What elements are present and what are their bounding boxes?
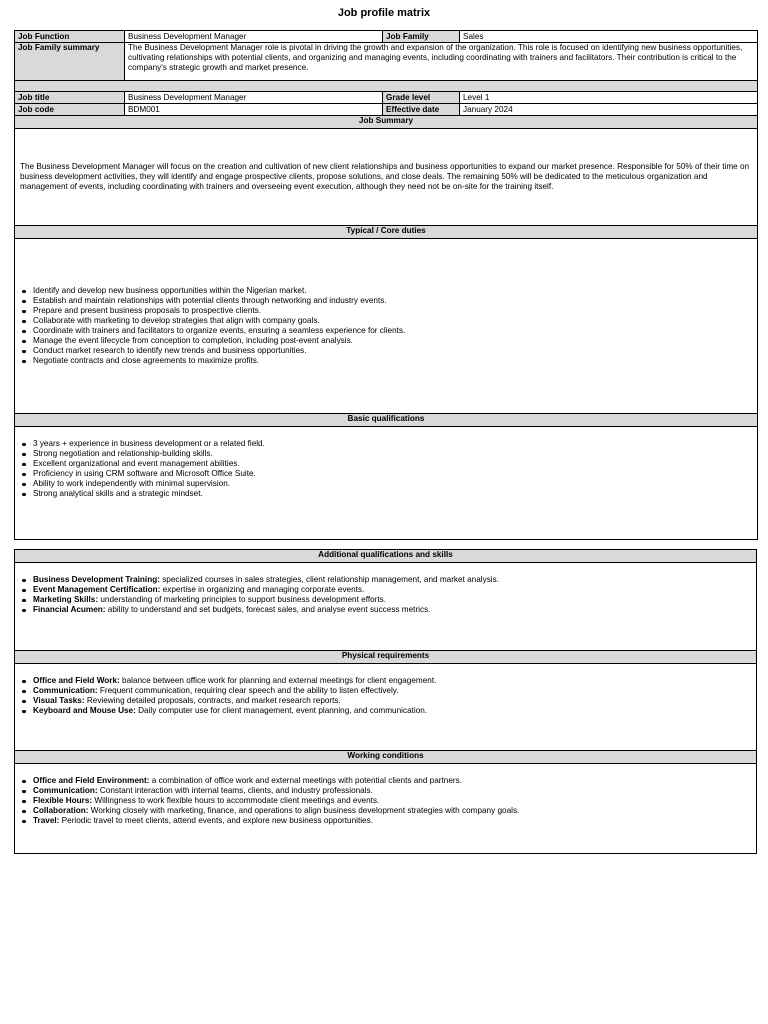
list-item-text: Willingness to work flexible hours to accommodate client meetings and events. xyxy=(92,796,380,805)
list-item-term: Office and Field Environment: xyxy=(33,776,150,785)
working-conditions-list xyxy=(18,776,753,826)
list-item xyxy=(33,676,753,686)
list-item xyxy=(33,686,753,696)
effective-date-value: January 2024 xyxy=(460,104,758,116)
job-profile-table xyxy=(14,30,758,540)
list-item: Prepare and present business proposals to prospective clients. xyxy=(33,306,754,316)
list-item-text: a combination of office work and external meetings with potential clients and partners. xyxy=(149,776,462,785)
list-item-text: Constant interaction with internal teams, clients, and industry professionals. xyxy=(97,786,373,795)
list-item-term: Marketing Skills: xyxy=(33,595,99,604)
effective-date-label: Effective date xyxy=(383,104,460,116)
list-item: Negotiate contracts and close agreements to maximize profits. xyxy=(33,356,754,366)
list-item xyxy=(33,585,753,595)
list-item-term: Financial Acumen: xyxy=(33,605,106,614)
grade-level-value: Level 1 xyxy=(460,92,758,104)
list-item-text: Working closely with marketing, finance, and operations to align business development strategies with company goals. xyxy=(88,806,520,815)
job-title-label: Job title xyxy=(15,92,125,104)
list-item: Excellent organizational and event management abilities. xyxy=(33,459,754,469)
list-item: Collaborate with marketing to develop strategies that align with company goals. xyxy=(33,316,754,326)
section-spacer xyxy=(15,81,758,92)
job-family-label: Job Family xyxy=(383,31,460,43)
job-code-label: Job code xyxy=(15,104,125,116)
list-item-term: Office and Field Work: xyxy=(33,676,120,685)
list-item-text: Frequent communication, requiring clear speech and the ability to listen effectively. xyxy=(97,686,399,695)
job-family-value: Sales xyxy=(460,31,758,43)
list-item-text: Reviewing detailed proposals, contracts, and market research reports. xyxy=(84,696,341,705)
job-title-value: Business Development Manager xyxy=(125,92,383,104)
family-summary-value: The Business Development Manager role is pivotal in driving the growth and expansion of the organization. This role is focused on identifying new business opportunities, cultivating relationships with potential clients, and organizing and managing events, including coordinating with trainers and facilitators. Their contribution is critical to the company's strategic growth and market presence. xyxy=(125,43,758,81)
list-item-term: Travel: xyxy=(33,816,60,825)
job-function-value: Business Development Manager xyxy=(125,31,383,43)
working-conditions-cell xyxy=(15,764,757,854)
job-summary-heading: Job Summary xyxy=(15,116,758,129)
list-item-term: Visual Tasks: xyxy=(33,696,85,705)
list-item-text: specialized courses in sales strategies, client relationship management, and market analysis. xyxy=(159,575,499,584)
family-summary-label: Job Family summary xyxy=(15,43,125,81)
list-item: Ability to work independently with minimal supervision. xyxy=(33,479,754,489)
physical-requirements-heading: Physical requirements xyxy=(15,651,757,664)
list-item-term: Communication: xyxy=(33,686,98,695)
job-function-label: Job Function xyxy=(15,31,125,43)
core-duties-cell xyxy=(15,239,758,414)
skills-conditions-table xyxy=(14,549,757,854)
list-item-term: Business Development Training: xyxy=(33,575,160,584)
list-item-term: Collaboration: xyxy=(33,806,89,815)
list-item xyxy=(33,796,753,806)
list-item-text: balance between office work for planning and external meetings for client engagement. xyxy=(119,676,437,685)
list-item: Manage the event lifecycle from conception to completion, including post-event analysis. xyxy=(33,336,754,346)
additional-qualifications-heading: Additional qualifications and skills xyxy=(15,550,757,563)
list-item: Strong negotiation and relationship-building skills. xyxy=(33,449,754,459)
job-summary-cell xyxy=(15,129,758,226)
list-item-term: Flexible Hours: xyxy=(33,796,93,805)
list-item: Identify and develop new business opportunities within the Nigerian market. xyxy=(33,286,754,296)
list-item-term: Communication: xyxy=(33,786,98,795)
list-item-text: expertise in organizing and managing corporate events. xyxy=(160,585,365,594)
list-item-text: understanding of marketing principles to support business development efforts. xyxy=(98,595,387,604)
list-item xyxy=(33,776,753,786)
basic-qualifications-heading: Basic qualifications xyxy=(15,414,758,427)
list-item: Establish and maintain relationships with potential clients through networking and industry events. xyxy=(33,296,754,306)
job-code-value: BDM001 xyxy=(125,104,383,116)
core-duties-heading: Typical / Core duties xyxy=(15,226,758,239)
list-item xyxy=(33,806,753,816)
list-item: Proficiency in using CRM software and Microsoft Office Suite. xyxy=(33,469,754,479)
list-item xyxy=(33,595,753,605)
list-item xyxy=(33,816,753,826)
physical-requirements-cell xyxy=(15,664,757,751)
list-item: Coordinate with trainers and facilitators to organize events, ensuring a seamless experience for clients. xyxy=(33,326,754,336)
list-item-text: Periodic travel to meet clients, attend events, and explore new business opportunities. xyxy=(59,816,373,825)
list-item-term: Keyboard and Mouse Use: xyxy=(33,706,136,715)
list-item-term: Event Management Certification: xyxy=(33,585,161,594)
physical-requirements-list xyxy=(18,676,753,716)
job-summary-text: The Business Development Manager will focus on the creation and cultivation of new client relationships and business opportunities to expand our market presence. Responsible for 50% of their time on business development activities, they will identify and engage prospective clients, propose solutions, and close deals. The remaining 50% will be dedicated to the meticulous organization and management of events, including coordinating with trainers and overseeing event execution, although they need not be on-site for the training itself. xyxy=(20,162,750,191)
additional-qualifications-list xyxy=(18,575,753,615)
list-item: Strong analytical skills and a strategic mindset. xyxy=(33,489,754,499)
list-item xyxy=(33,605,753,615)
list-item xyxy=(33,696,753,706)
list-item xyxy=(33,786,753,796)
list-item: 3 years + experience in business development or a related field. xyxy=(33,439,754,449)
list-item-text: Daily computer use for client management, event planning, and communication. xyxy=(135,706,428,715)
list-item: Conduct market research to identify new trends and business opportunities. xyxy=(33,346,754,356)
basic-qualifications-cell xyxy=(15,427,758,540)
additional-qualifications-cell xyxy=(15,563,757,651)
list-item xyxy=(33,575,753,585)
basic-qualifications-list xyxy=(18,439,754,499)
list-item-text: ability to understand and set budgets, forecast sales, and analyse event success metrics. xyxy=(105,605,431,614)
page-title: Job profile matrix xyxy=(337,7,431,19)
grade-level-label: Grade level xyxy=(383,92,460,104)
list-item xyxy=(33,706,753,716)
working-conditions-heading: Working conditions xyxy=(15,751,757,764)
core-duties-list xyxy=(18,286,754,366)
